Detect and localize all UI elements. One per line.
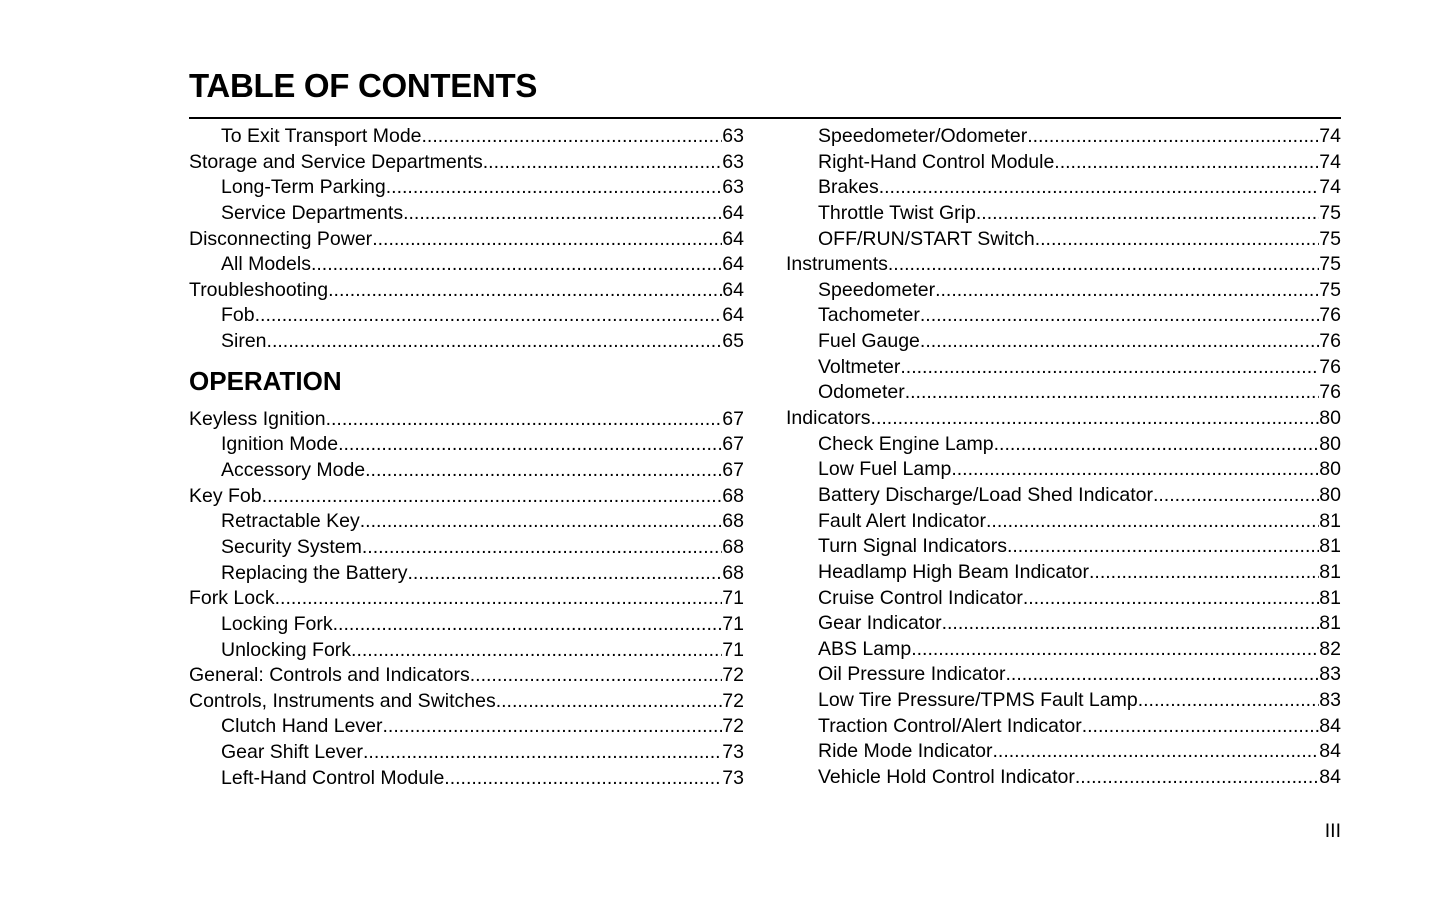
toc-entry-label: Left-Hand Control Module — [221, 766, 445, 789]
toc-entry-page: 64 — [722, 253, 744, 276]
dot-leader — [986, 509, 1319, 535]
section-heading-operation: OPERATION — [189, 365, 342, 396]
toc-entry[interactable] — [189, 407, 744, 433]
dot-leader — [386, 175, 723, 201]
toc-entry-label: Instruments — [786, 253, 888, 276]
toc-entry-page: 81 — [1319, 560, 1341, 583]
dot-leader — [275, 586, 723, 612]
toc-entry[interactable] — [786, 739, 1341, 765]
dot-leader — [994, 432, 1320, 458]
toc-entry-page: 75 — [1319, 227, 1341, 250]
toc-entry-page: 83 — [1319, 663, 1341, 686]
toc-entry-label: Keyless Ignition — [189, 407, 326, 430]
toc-group-operation — [189, 407, 744, 792]
toc-entry-label: Brakes — [818, 176, 879, 199]
toc-entry[interactable] — [786, 457, 1341, 483]
toc-entry-label: Retractable Key — [221, 510, 360, 533]
toc-entry[interactable] — [786, 534, 1341, 560]
toc-entry-label: Voltmeter — [818, 355, 901, 378]
dot-leader — [871, 406, 1320, 432]
toc-entry-page: 68 — [722, 484, 744, 507]
dot-leader — [407, 561, 722, 587]
toc-entry[interactable] — [189, 458, 744, 484]
toc-entry-label: Fob — [221, 304, 255, 327]
toc-entry-label: Security System — [221, 535, 362, 558]
toc-entry[interactable] — [786, 509, 1341, 535]
toc-entry[interactable] — [189, 201, 744, 227]
toc-entry[interactable] — [786, 483, 1341, 509]
title-divider — [189, 117, 1341, 119]
toc-entry-label: Gear Indicator — [818, 612, 942, 635]
toc-entry-page: 81 — [1319, 535, 1341, 558]
toc-entry[interactable] — [189, 612, 744, 638]
toc-entry-label: Check Engine Lamp — [818, 432, 994, 455]
toc-entry[interactable] — [189, 535, 744, 561]
toc-entry-page: 80 — [1319, 432, 1341, 455]
toc-entry-label: ABS Lamp — [818, 637, 912, 660]
dot-leader — [1023, 586, 1319, 612]
toc-entry-page: 72 — [722, 664, 744, 687]
toc-entry-label: Battery Discharge/Load Shed Indicator — [818, 483, 1153, 506]
dot-leader — [255, 303, 723, 329]
footer-page-number: III — [1324, 820, 1341, 842]
toc-entry-page: 72 — [722, 689, 744, 712]
dot-leader — [900, 355, 1319, 381]
toc-entry-page: 64 — [722, 201, 744, 224]
toc-entry[interactable] — [189, 484, 744, 510]
toc-left-column — [189, 124, 744, 791]
toc-entry-label: Ignition Mode — [221, 433, 339, 456]
toc-entry-label: Replacing the Battery — [221, 561, 408, 584]
toc-entry-page: 76 — [1319, 355, 1341, 378]
dot-leader — [328, 278, 722, 304]
toc-entry-label: Low Tire Pressure/TPMS Fault Lamp — [818, 689, 1138, 712]
dot-leader — [338, 432, 722, 458]
dot-leader — [1138, 688, 1320, 714]
toc-entry-page: 83 — [1319, 689, 1341, 712]
dot-leader — [1006, 662, 1320, 688]
toc-entry-page: 80 — [1319, 483, 1341, 506]
toc-entry-page: 75 — [1319, 201, 1341, 224]
toc-entry[interactable] — [786, 688, 1341, 714]
toc-entry[interactable] — [786, 637, 1341, 663]
toc-entry[interactable] — [189, 252, 744, 278]
toc-entry-page: 65 — [722, 330, 744, 353]
dot-leader — [1075, 765, 1319, 791]
dot-leader — [362, 535, 722, 561]
dot-leader — [372, 227, 722, 253]
dot-leader — [976, 201, 1319, 227]
toc-entry-label: Ride Mode Indicator — [818, 740, 993, 763]
dot-leader — [888, 252, 1319, 278]
dot-leader — [920, 303, 1319, 329]
toc-entry-label: Odometer — [818, 381, 905, 404]
toc-entry-page: 64 — [722, 304, 744, 327]
dot-leader — [444, 766, 722, 792]
dot-leader — [1153, 483, 1319, 509]
toc-entry-page: 74 — [1319, 150, 1341, 173]
toc-entry-page: 67 — [722, 433, 744, 456]
toc-entry[interactable] — [786, 380, 1341, 406]
toc-entry-label: Low Fuel Lamp — [818, 458, 952, 481]
toc-entry[interactable] — [786, 201, 1341, 227]
toc-entry-page: 80 — [1319, 458, 1341, 481]
toc-entry[interactable] — [786, 355, 1341, 381]
toc-entry[interactable] — [786, 586, 1341, 612]
toc-entry-label: Speedometer — [818, 278, 936, 301]
toc-entry[interactable] — [189, 740, 744, 766]
toc-entry-page: 74 — [1319, 125, 1341, 147]
toc-entry[interactable] — [189, 509, 744, 535]
toc-entry-label: To Exit Transport Mode — [221, 125, 422, 147]
toc-entry-label: Throttle Twist Grip — [818, 201, 976, 224]
toc-entry[interactable] — [189, 663, 744, 689]
toc-entry[interactable] — [786, 432, 1341, 458]
toc-entry-label: Troubleshooting — [189, 278, 329, 301]
toc-entry-page: 80 — [1319, 407, 1341, 430]
toc-entry-label: Cruise Control Indicator — [818, 586, 1023, 609]
toc-entry[interactable] — [786, 714, 1341, 740]
toc-entry-label: Traction Control/Alert Indicator — [818, 714, 1082, 737]
toc-entry[interactable] — [189, 586, 744, 612]
dot-leader — [1027, 124, 1319, 150]
toc-entry-label: Service Departments — [221, 201, 404, 224]
toc-entry[interactable] — [786, 124, 1341, 150]
toc-entry[interactable] — [189, 227, 744, 253]
toc-entry-page: 68 — [722, 561, 744, 584]
toc-entry-label: Disconnecting Power — [189, 227, 373, 250]
toc-entry-label: Siren — [221, 330, 267, 353]
dot-leader — [267, 329, 723, 355]
toc-entry[interactable] — [786, 329, 1341, 355]
toc-entry[interactable] — [189, 150, 744, 176]
dot-leader — [422, 124, 723, 150]
toc-entry-page: 81 — [1319, 586, 1341, 609]
toc-entry-label: Speedometer/Odometer — [818, 125, 1028, 147]
dot-leader — [920, 329, 1319, 355]
dot-leader — [1007, 534, 1319, 560]
dot-leader — [879, 175, 1320, 201]
dot-leader — [351, 638, 722, 664]
toc-entry-page: 63 — [722, 150, 744, 173]
dot-leader — [1082, 714, 1320, 740]
toc-entry[interactable] — [189, 432, 744, 458]
toc-entry[interactable] — [786, 560, 1341, 586]
dot-leader — [262, 484, 723, 510]
toc-entry-page: 73 — [722, 741, 744, 764]
toc-entry[interactable] — [786, 227, 1341, 253]
toc-entry[interactable] — [786, 252, 1341, 278]
dot-leader — [470, 663, 723, 689]
dot-leader — [383, 714, 723, 740]
toc-entry-label: Oil Pressure Indicator — [818, 663, 1006, 686]
toc-entry[interactable] — [189, 638, 744, 664]
toc-entry-page: 71 — [722, 587, 744, 610]
dot-leader — [403, 201, 722, 227]
toc-entry-label: Right-Hand Control Module — [818, 150, 1055, 173]
toc-entry-page: 84 — [1319, 766, 1341, 789]
dot-leader — [365, 458, 722, 484]
dot-leader — [326, 407, 723, 433]
toc-entry-label: Tachometer — [818, 304, 920, 327]
toc-group-instruments — [786, 124, 1341, 791]
toc-entry-label: OFF/RUN/START Switch — [818, 227, 1035, 250]
toc-entry[interactable] — [189, 561, 744, 587]
toc-entry[interactable] — [189, 689, 744, 715]
toc-entry-label: Unlocking Fork — [221, 638, 352, 661]
toc-entry-page: 74 — [1319, 176, 1341, 199]
toc-entry-label: Indicators — [786, 407, 871, 430]
toc-right-column — [786, 124, 1341, 791]
toc-entry-label: All Models — [221, 253, 311, 276]
dot-leader — [905, 380, 1320, 406]
toc-entry[interactable] — [786, 765, 1341, 791]
toc-entry[interactable] — [189, 175, 744, 201]
toc-group-maintenance — [189, 124, 744, 355]
dot-leader — [363, 740, 722, 766]
toc-entry-page: 71 — [722, 638, 744, 661]
toc-entry-label: Key Fob — [189, 484, 262, 507]
toc-entry-page: 81 — [1319, 509, 1341, 532]
dot-leader — [942, 611, 1320, 637]
toc-entry-label: Fault Alert Indicator — [818, 509, 986, 532]
toc-entry-label: Controls, Instruments and Switches — [189, 689, 496, 712]
toc-entry-label: Turn Signal Indicators — [818, 535, 1007, 558]
toc-entry-label: Headlamp High Beam Indicator — [818, 560, 1089, 583]
toc-entry-label: Fork Lock — [189, 587, 275, 610]
toc-entry-label: Vehicle Hold Control Indicator — [818, 766, 1075, 789]
toc-entry[interactable] — [189, 303, 744, 329]
toc-entry[interactable] — [189, 124, 744, 150]
toc-entry-page: 75 — [1319, 278, 1341, 301]
toc-entry-page: 64 — [722, 278, 744, 301]
toc-entry-label: Gear Shift Lever — [221, 741, 363, 764]
dot-leader — [1054, 150, 1319, 176]
toc-entry-page: 81 — [1319, 612, 1341, 635]
dot-leader — [935, 278, 1319, 304]
toc-entry-page: 68 — [722, 535, 744, 558]
toc-entry-page: 75 — [1319, 253, 1341, 276]
toc-entry-page: 76 — [1319, 304, 1341, 327]
toc-entry[interactable] — [189, 766, 744, 792]
toc-entry-label: Locking Fork — [221, 612, 333, 635]
toc-entry-page: 76 — [1319, 330, 1341, 353]
toc-entry[interactable] — [786, 406, 1341, 432]
toc-entry-page: 63 — [722, 125, 744, 147]
toc-entry-label: Long-Term Parking — [221, 176, 386, 199]
toc-entry-label: Clutch Hand Lever — [221, 715, 383, 738]
dot-leader — [1035, 227, 1320, 253]
dot-leader — [496, 689, 723, 715]
toc-entry-page: 67 — [722, 459, 744, 482]
toc-entry[interactable] — [189, 714, 744, 740]
dot-leader — [360, 509, 723, 535]
dot-leader — [911, 637, 1319, 663]
dot-leader — [951, 457, 1319, 483]
toc-entry[interactable] — [786, 175, 1341, 201]
toc-entry[interactable] — [786, 303, 1341, 329]
toc-entry-page: 72 — [722, 715, 744, 738]
toc-entry[interactable] — [786, 278, 1341, 304]
toc-entry-page: 82 — [1319, 637, 1341, 660]
toc-entry-page: 73 — [722, 766, 744, 789]
toc-entry[interactable] — [189, 329, 744, 355]
dot-leader — [333, 612, 723, 638]
dot-leader — [311, 252, 722, 278]
toc-entry-label: General: Controls and Indicators — [189, 664, 470, 687]
toc-entry-label: Fuel Gauge — [818, 330, 920, 353]
toc-entry-page: 84 — [1319, 740, 1341, 763]
dot-leader — [1089, 560, 1319, 586]
toc-entry-page: 67 — [722, 407, 744, 430]
page-title: TABLE OF CONTENTS — [189, 67, 538, 104]
toc-entry[interactable] — [786, 611, 1341, 637]
toc-entry[interactable] — [786, 150, 1341, 176]
dot-leader — [993, 739, 1320, 765]
toc-entry-page: 71 — [722, 612, 744, 635]
dot-leader — [483, 150, 723, 176]
toc-entry-page: 64 — [722, 227, 744, 250]
toc-entry[interactable] — [786, 662, 1341, 688]
toc-entry-page: 84 — [1319, 714, 1341, 737]
toc-entry-label: Accessory Mode — [221, 459, 366, 482]
toc-entry-page: 68 — [722, 510, 744, 533]
toc-entry-label: Storage and Service Departments — [189, 150, 483, 173]
toc-entry-page: 76 — [1319, 381, 1341, 404]
toc-entry-page: 63 — [722, 176, 744, 199]
toc-entry[interactable] — [189, 278, 744, 304]
